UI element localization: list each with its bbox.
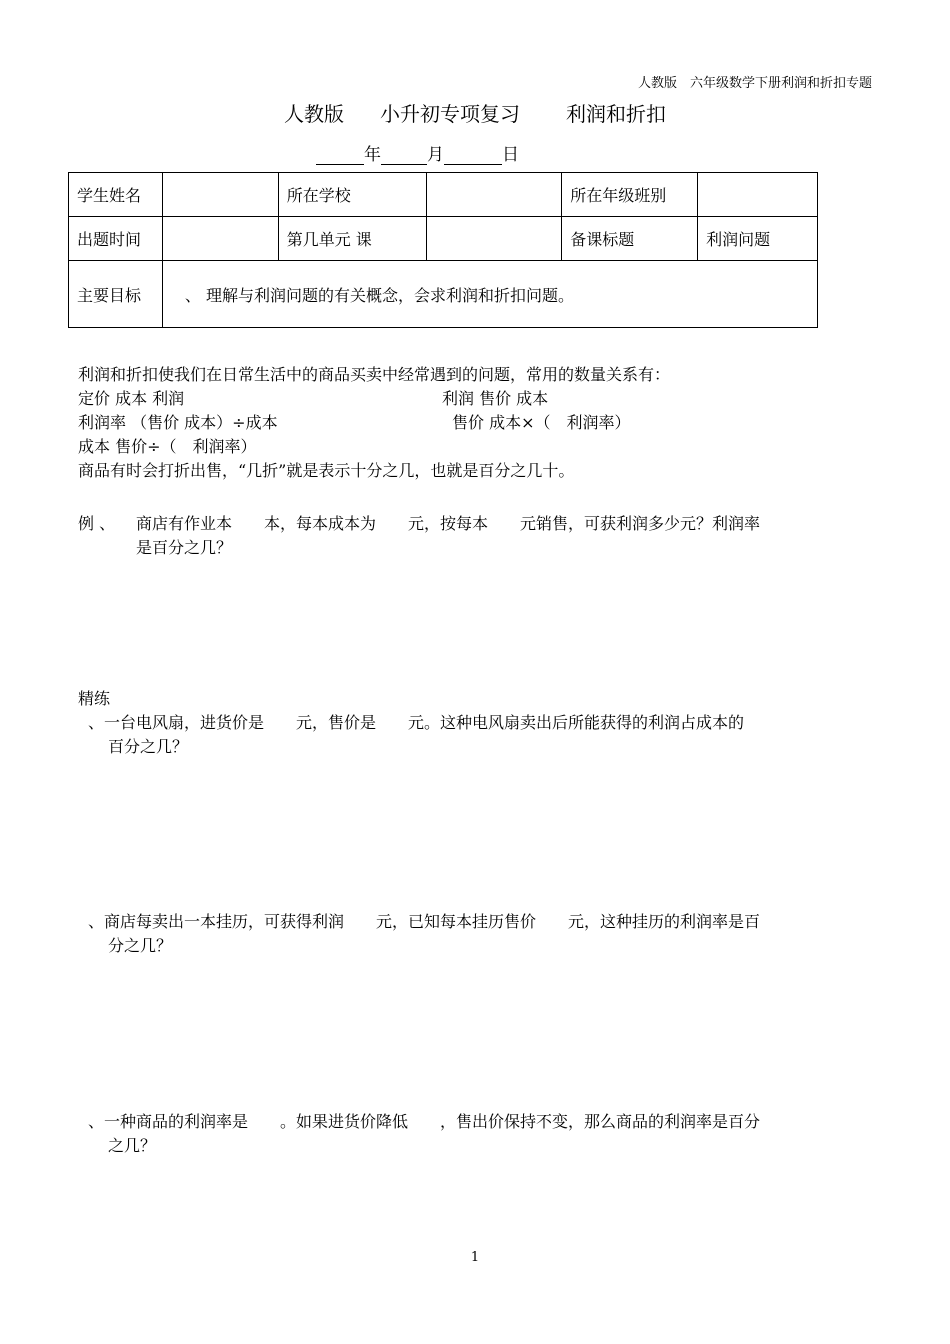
table-row [69,173,818,217]
practice-3-line-1: 、一种商品的利润率是 。如果进货价降低 ，售出价保持不变，那么商品的利润率是百分 [88,1112,761,1131]
practice-3-line-2: 之几？ [108,1136,157,1155]
main-goal-content: 、 理解与利润问题的有关概念，会求利润和折扣问题。 [162,261,817,328]
student-name-value [162,173,278,217]
unit-lesson-value [426,217,562,261]
lesson-title-value: 利润问题 [698,217,818,261]
year-label: 年 [364,145,381,165]
page-title [0,98,950,127]
practice-2-line-2: 分之几？ [108,936,173,955]
month-label: 月 [427,145,444,165]
lesson-title-label: 备课标题 [562,217,698,261]
example-label: 例 、 [78,514,116,533]
main-goal-label: 主要目标 [69,261,163,328]
practice-1-line-1: 、一台电风扇，进货价是 元，售价是 元。这种电风扇卖出后所能获得的利润占成本的 [88,713,745,732]
day-blank [444,146,502,165]
grade-class-label: 所在年级班别 [562,173,698,217]
table-row [69,261,818,328]
grade-class-value [698,173,818,217]
header-note: 人教版 六年级数学下册利润和折扣专题 [637,76,872,91]
intro-formula-3: 利润率 （售价 成本）÷成本 [78,413,278,432]
unit-lesson-label: 第几单元 课 [278,217,426,261]
question-time-value [162,217,278,261]
info-table [68,172,818,328]
school-label: 所在学校 [278,173,426,217]
year-blank [316,146,364,165]
title-topic: 利润和折扣 [566,102,666,126]
intro-line-1: 利润和折扣使我们在日常生活中的商品买卖中经常遇到的问题，常用的数量关系有： [78,365,671,384]
example-line-2: 是百分之几？ [136,538,233,557]
date-line [316,140,519,165]
school-value [426,173,562,217]
table-row [69,217,818,261]
month-blank [381,146,427,165]
student-name-label: 学生姓名 [69,173,163,217]
page-number: 1 [470,1250,480,1265]
title-publisher: 人教版 [284,102,344,126]
intro-formula-4: 售价 成本×（ 利润率） [452,413,631,432]
intro-line-5: 商品有时会打折出售，“几折”就是表示十分之几，也就是百分之几十。 [78,461,575,480]
question-time-label: 出题时间 [69,217,163,261]
example-line-1: 商店有作业本 本，每本成本为 元，按每本 元销售，可获利润多少元？利润率 [136,514,761,533]
intro-formula-2: 利润 售价 成本 [442,389,549,408]
intro-formula-1: 定价 成本 利润 [78,389,185,408]
day-label: 日 [502,145,519,165]
title-subject: 小升初专项复习 [380,102,520,126]
practice-2-line-1: 、商店每卖出一本挂历，可获得利润 元，已知每本挂历售价 元，这种挂历的利润率是百 [88,912,761,931]
intro-formula-5: 成本 售价÷（ 利润率） [78,437,257,456]
practice-1-line-2: 百分之几？ [108,737,189,756]
practice-heading: 精练 [78,689,111,708]
